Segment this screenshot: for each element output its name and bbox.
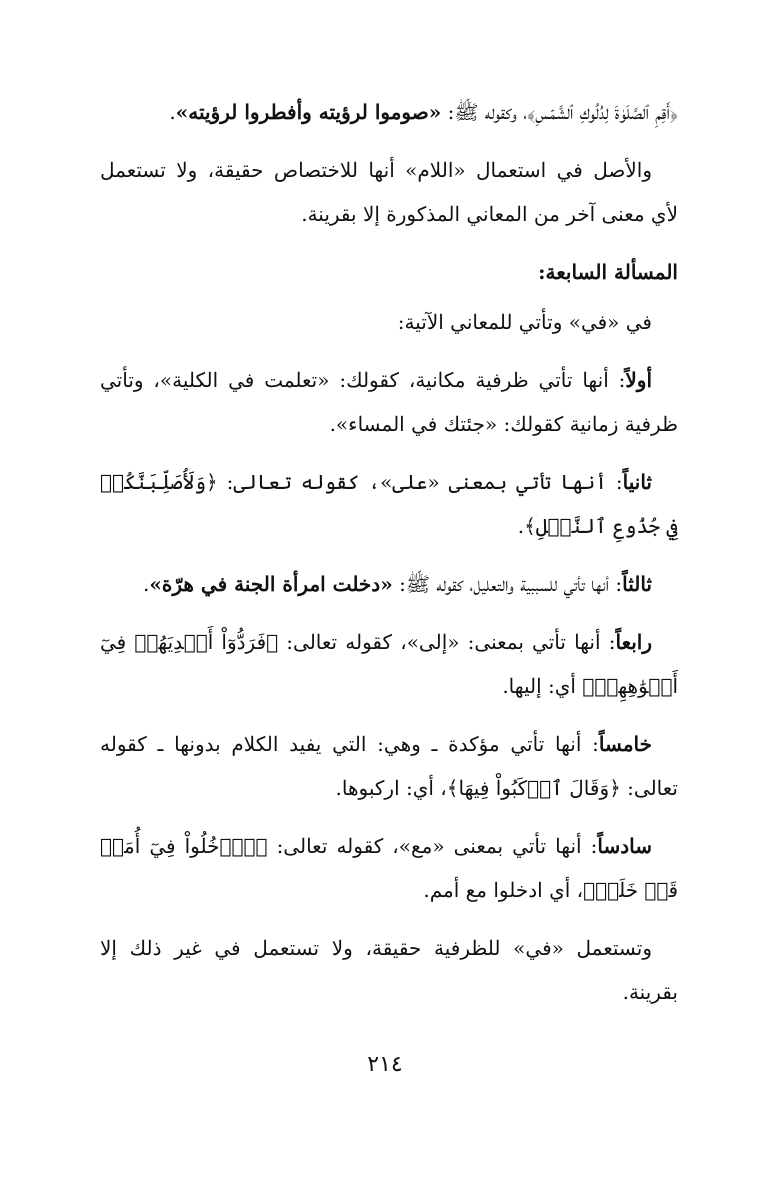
paragraph: [100, 620, 678, 708]
section-heading: [100, 250, 678, 294]
text-segment: : أنها تأتي ظرفية مكانية، كقولك: «تعلمت في الكلية»، وتأتي ظرفية زمانية كقولك: «جئتك في المساء».: [100, 368, 678, 436]
text-segment: .: [143, 572, 150, 596]
text-segment: .: [169, 100, 176, 124]
bold-text-segment: خامساً: [598, 732, 652, 756]
paragraph: [100, 300, 678, 344]
bold-text-segment: ثالثاً: [622, 572, 652, 596]
page-number: ٢١٤: [367, 1052, 403, 1077]
text-segment: : أنها تأتي بمعنى «مع»، كقوله تعالى: ﴿ٱدۡخُلُواْ فِيٓ أُمَمٖ قَدۡ خَلَتۡ﴾، أي ادخلوا مع أمم.: [100, 834, 678, 902]
text-segment: في «في» وتأتي للمعاني الآتية:: [397, 310, 652, 334]
paragraph: [100, 926, 678, 1014]
bold-text-segment: أولاً: [625, 368, 653, 392]
bold-text-segment: رابعاً: [615, 630, 652, 654]
paragraph: [100, 358, 678, 446]
bold-text-segment: المسألة السابعة:: [538, 260, 678, 284]
text-segment: : أنها تأتي بمعنى: «إلى»، كقوله تعالى: ﴿فَرَدُّوٓاْ أَيۡدِيَهُمۡ فِيٓ أَفۡوَٰهِهِمۡ﴾ أي: إليها.: [100, 630, 678, 698]
bold-text-segment: سادساً: [597, 834, 652, 858]
paragraph: [100, 722, 678, 810]
paragraph: [100, 148, 678, 236]
bold-text-segment: ثانياً: [622, 470, 652, 494]
paragraph: [100, 562, 678, 606]
text-segment: : أنها تأتي للسببية والتعليل، كقوله ﷺ:: [392, 572, 623, 596]
paragraph: [100, 824, 678, 912]
bold-text-segment: «صوموا لرؤيته وأفطروا لرؤيته»: [175, 100, 442, 124]
text-segment: ﴿أَقِمِ ٱلصَّلَوٰةَ لِدُلُوكِ ٱلشَّمۡسِ﴾، وكقوله ﷺ:: [441, 100, 678, 124]
text-segment: وتستعمل «في» للظرفية حقيقة، ولا تستعمل في غير ذلك إلا بقرينة.: [100, 936, 678, 1004]
text-segment: : أنها تأتي بمعنى «على»، كقوله تعالى: ﴿وَلَأُصَلِّبَنَّكُمۡ فِي جُذُوعِ ٱلنَّخۡلِ﴾.: [100, 470, 678, 538]
paragraph: [100, 90, 678, 134]
page-body: [100, 90, 678, 1028]
text-segment: والأصل في استعمال «اللام» أنها للاختصاص حقيقة، ولا تستعمل لأي معنى آخر من المعاني المذكورة إلا بقرينة.: [100, 158, 678, 226]
text-segment: : أنها تأتي مؤكدة ـ وهي: التي يفيد الكلام بدونها ـ كقوله تعالى: ﴿وَقَالَ ٱرۡكَبُواْ فِيهَا﴾، أي: اركبوها.: [100, 732, 678, 800]
paragraph: [100, 460, 678, 548]
bold-text-segment: «دخلت امرأة الجنة في هرّة»: [149, 572, 393, 596]
